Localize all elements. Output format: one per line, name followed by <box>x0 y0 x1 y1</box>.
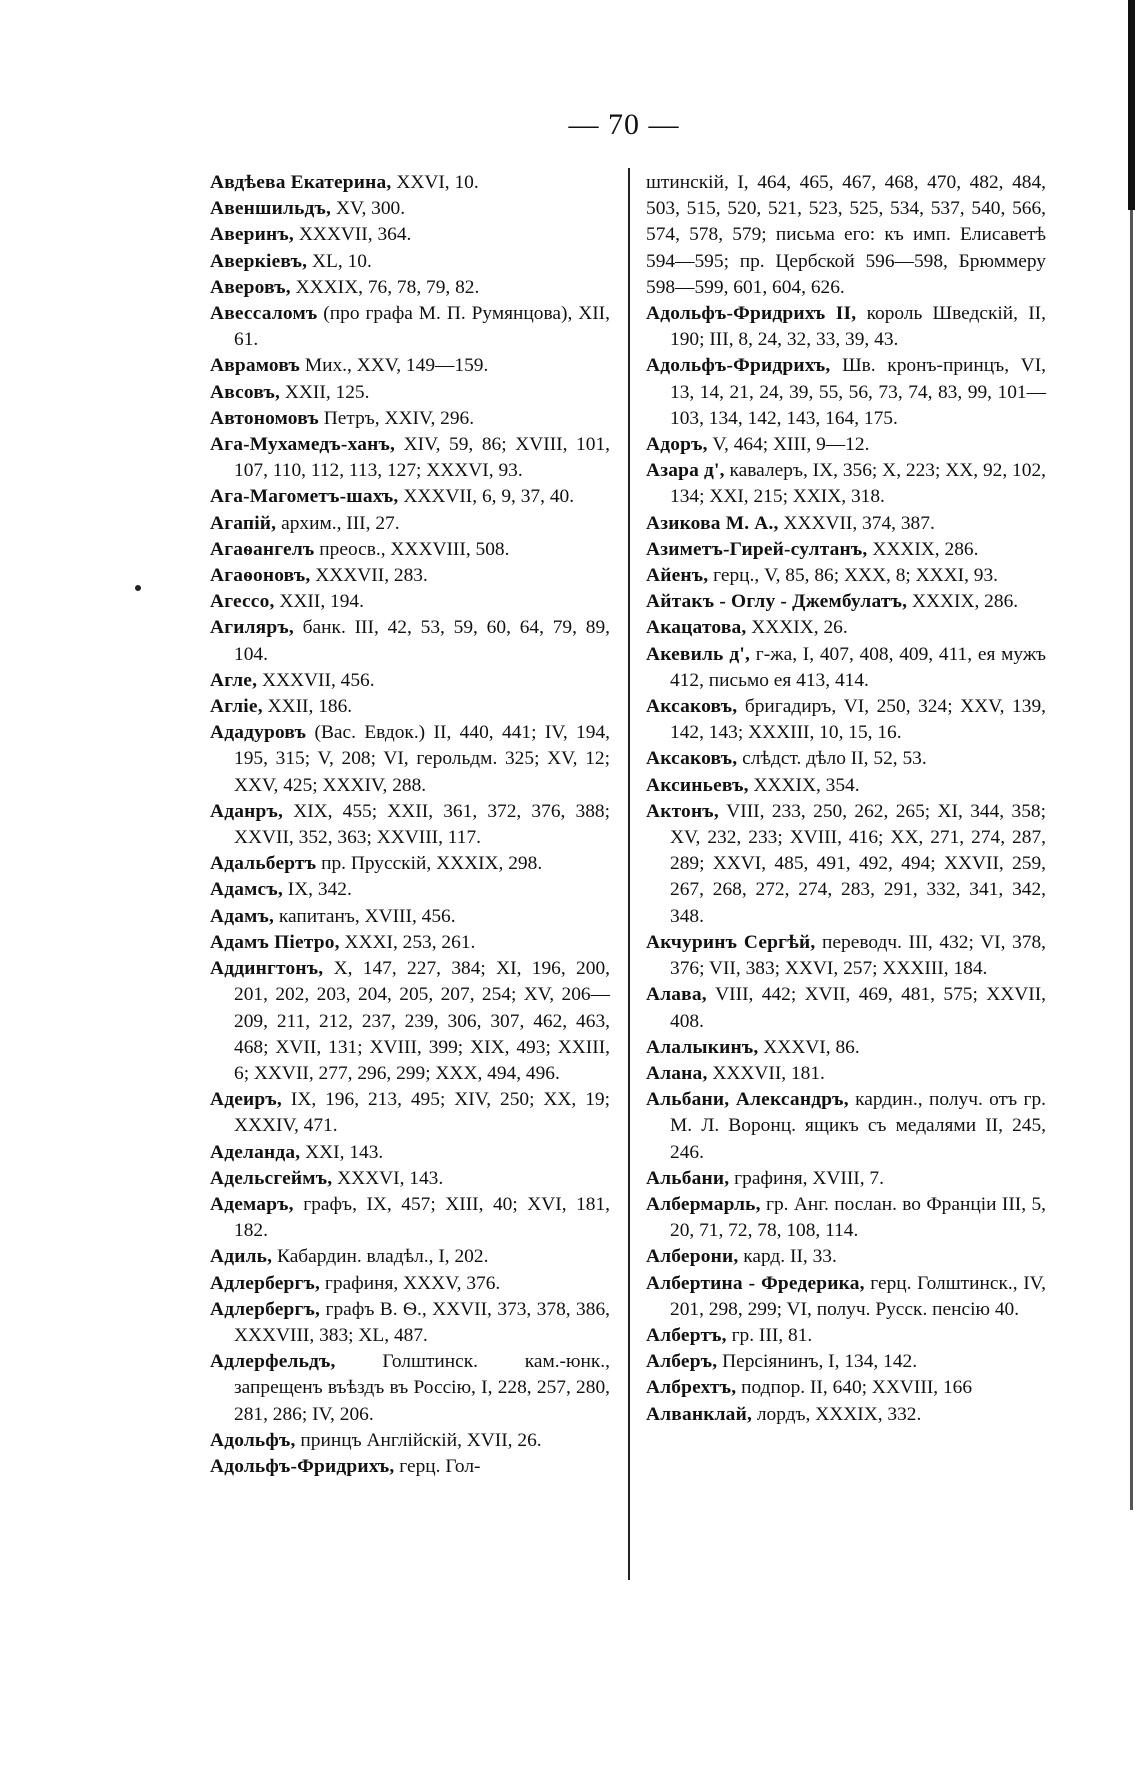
index-entry <box>210 904 610 930</box>
entry-references: XXXVII, 181. <box>707 1062 825 1084</box>
entry-references: XXXIX, 26. <box>746 617 848 639</box>
entry-heading: Аксаковъ, <box>646 748 738 770</box>
entry-heading: Аверовъ, <box>210 276 291 298</box>
entry-heading: Аксиньевъ, <box>646 774 749 796</box>
index-entry <box>646 1244 1046 1270</box>
entry-references: графиня, XVIII, 7. <box>729 1167 884 1189</box>
entry-heading: Алберони, <box>646 1246 739 1268</box>
entry-references: подпор. II, 640; XXVIII, 166 <box>736 1377 973 1399</box>
entry-references: преосв., XXXVIII, 508. <box>314 538 510 560</box>
ink-dot-mark <box>135 585 141 591</box>
index-entry <box>646 458 1046 510</box>
entry-heading: Азикова М. А., <box>646 512 779 534</box>
index-entry <box>210 563 610 589</box>
index-entry <box>210 1244 610 1270</box>
entry-heading: Агле, <box>210 669 258 691</box>
entry-heading: Адоръ, <box>646 434 708 456</box>
entry-references: XXXVI, 86. <box>758 1036 860 1058</box>
entry-references: герц., V, 85, 86; XXX, 8; XXXI, 93. <box>708 565 999 587</box>
entry-references: XXXVII, 456. <box>257 669 375 691</box>
index-entry <box>210 799 610 851</box>
entry-references: XXXIX, 286. <box>907 591 1019 613</box>
entry-heading: Адамсъ, <box>210 879 283 901</box>
entry-references: король Шведскій, II, 190; III, 8, 24, 32, 33, 39, 43. <box>670 303 1046 351</box>
entry-heading: Акевиль д', <box>646 643 751 665</box>
entry-heading: Ададуровъ <box>210 722 307 744</box>
entry-heading: Адольфъ-Фридрихъ, <box>210 1455 395 1477</box>
entry-references: XXXIX, 286. <box>867 538 979 560</box>
entry-heading: Авессаломъ <box>210 303 318 325</box>
index-entry <box>210 930 610 956</box>
index-entry <box>210 1349 610 1428</box>
index-entry <box>646 1375 1046 1401</box>
entry-heading: Азиметъ-Гирей-султанъ, <box>646 538 868 560</box>
entry-heading: Аданръ, <box>210 800 284 822</box>
index-entry <box>210 170 610 196</box>
entry-references: XXXIX, 354. <box>748 774 860 796</box>
entry-heading: Актонъ, <box>646 800 719 822</box>
entry-references: IX, 196, 213, 495; XIV, 250; XX, 19; XXXIV, 471. <box>234 1089 610 1137</box>
entry-references: XV, 300. <box>331 198 406 220</box>
entry-heading: Авдѣева Екатерина, <box>210 172 392 193</box>
entry-references: Шв. кронъ-принцъ, VI, 13, 14, 21, 24, 39, 55, 56, 73, 74, 83, 99, 101—103, 134, 142, 143, 164, 175. <box>670 355 1046 429</box>
index-entry <box>646 1035 1046 1061</box>
entry-heading: Аддингтонъ, <box>210 958 324 980</box>
index-entry <box>646 1192 1046 1244</box>
index-entry <box>210 720 610 799</box>
column-divider <box>628 168 630 1580</box>
index-entry <box>210 851 610 877</box>
index-column-right <box>646 170 1046 1428</box>
entry-heading: Адлербергъ, <box>210 1272 321 1294</box>
entry-references: XXII, 125. <box>280 381 370 403</box>
index-entry <box>646 1087 1046 1166</box>
index-entry <box>210 956 610 1087</box>
index-entry <box>646 432 1046 458</box>
entry-heading: Аделанда, <box>210 1141 301 1163</box>
entry-heading: Алванклай, <box>646 1403 752 1425</box>
index-entry <box>646 1166 1046 1192</box>
index-entry <box>210 196 610 222</box>
entry-references: графъ, IX, 457; XIII, 40; XVI, 181, 182. <box>234 1193 610 1242</box>
entry-heading: Авсовъ, <box>210 381 281 403</box>
index-entry <box>646 982 1046 1034</box>
index-entry <box>646 353 1046 432</box>
entry-heading: Алалыкинъ, <box>646 1036 759 1058</box>
entry-references: г-жа, I, 407, 408, 409, 411, ея мужъ 412, письмо ея 413, 414. <box>670 643 1046 691</box>
entry-heading: Адамъ Піетро, <box>210 931 340 953</box>
page-edge-shadow <box>1128 0 1135 210</box>
entry-references: VIII, 442; XVII, 469, 481, 575; XXVII, 408. <box>670 984 1046 1032</box>
entry-references: XXII, 194. <box>274 591 364 613</box>
index-entry <box>646 1323 1046 1349</box>
entry-references: принцъ Англійскій, XVII, 26. <box>295 1429 542 1451</box>
entry-references: кард. II, 33. <box>738 1246 837 1268</box>
index-entry <box>646 1349 1046 1375</box>
entry-heading: Алана, <box>646 1062 708 1084</box>
index-entry <box>210 1271 610 1297</box>
entry-references: XXI, 143. <box>300 1141 384 1163</box>
entry-references: V, 464; XIII, 9—12. <box>707 434 870 456</box>
entry-heading: Адлербергъ, <box>210 1298 321 1320</box>
index-entry <box>210 484 610 510</box>
index-entry <box>210 275 610 301</box>
index-entry <box>646 301 1046 353</box>
entry-heading: Аверинъ, <box>210 224 294 246</box>
entry-references: XXXI, 253, 261. <box>339 931 476 953</box>
entry-heading: Адемаръ, <box>210 1193 294 1215</box>
entry-references: XIX, 455; XXII, 361, 372, 376, 388; XXVII, 352, 363; XXVIII, 117. <box>234 800 610 849</box>
index-entry <box>646 1402 1046 1428</box>
entry-heading: Агиляръ, <box>210 617 294 639</box>
entry-references: XXVI, 10. <box>391 172 479 193</box>
index-column-left <box>210 170 610 1480</box>
index-entry <box>210 615 610 667</box>
entry-references: герц. Голштинск., IV, 201, 298, 299; VI, получ. Русск. пенсію 40. <box>670 1272 1046 1320</box>
index-entry <box>210 249 610 275</box>
entry-references: XXXVII, 283. <box>310 565 428 587</box>
entry-references: Кабардин. владѣл., I, 202. <box>272 1246 489 1268</box>
index-entry <box>210 1428 610 1454</box>
entry-references: XL, 10. <box>307 250 372 272</box>
index-entry <box>646 773 1046 799</box>
index-entry <box>646 694 1046 746</box>
entry-heading: Адольфъ, <box>210 1429 296 1451</box>
entry-references: герц. Гол- <box>394 1455 481 1477</box>
entry-references: кавалеръ, IX, 356; X, 223; XX, 92, 102, 134; XXI, 215; XXIX, 318. <box>670 460 1046 508</box>
entry-heading: Адельсгеймъ, <box>210 1167 333 1189</box>
entry-references: пр. Прусскій, XXXIX, 298. <box>316 853 543 875</box>
entry-references: XXXIX, 76, 78, 79, 82. <box>290 276 480 298</box>
entry-heading: Альбани, Александръ, <box>646 1089 849 1111</box>
entry-heading: Айенъ, <box>646 565 709 587</box>
entry-references: XXII, 186. <box>262 696 353 718</box>
index-entry <box>210 222 610 248</box>
entry-heading: Адамъ, <box>210 905 275 927</box>
index-entry <box>646 615 1046 641</box>
entry-references: лордъ, XXXIX, 332. <box>752 1403 922 1425</box>
index-entry <box>646 930 1046 982</box>
index-entry <box>210 537 610 563</box>
entry-references: слѣдст. дѣло II, 52, 53. <box>737 748 927 770</box>
entry-references: Персіянинъ, I, 134, 142. <box>717 1351 918 1373</box>
entry-heading: Аксаковъ, <box>646 696 738 718</box>
entry-heading: Агессо, <box>210 591 275 613</box>
entry-references: переводч. III, 432; VI, 378, 376; VII, 383; XXVI, 257; XXXIII, 184. <box>670 931 1047 980</box>
index-entry <box>210 1454 610 1480</box>
entry-heading: Алберъ, <box>646 1351 718 1373</box>
index-entry <box>210 406 610 432</box>
index-entry <box>210 877 610 903</box>
entry-heading: Адольфъ-Фридрихъ II, <box>646 303 857 325</box>
index-entry <box>646 170 1046 301</box>
index-entry <box>210 432 610 484</box>
index-entry <box>646 537 1046 563</box>
entry-references: Голштинск. кам.-юнк., запрещенъ въѣздъ въ Россію, I, 228, 257, 280, 281, 286; IV, 206. <box>234 1351 610 1425</box>
entry-references: XXXVI, 143. <box>332 1167 444 1189</box>
entry-references: XIV, 59, 86; XVIII, 101, 107, 110, 112, 113, 127; XXXVI, 93. <box>234 434 610 482</box>
entry-references: кардин., получ. отъ гр. М. Л. Воронц. ящикъ съ медалями II, 245, 246. <box>670 1089 1047 1163</box>
index-entry <box>210 301 610 353</box>
page-edge-line <box>1130 210 1133 1510</box>
page-number: — 70 — <box>568 108 680 141</box>
index-entry <box>210 668 610 694</box>
entry-references: гр. III, 81. <box>726 1324 813 1346</box>
index-entry <box>646 799 1046 930</box>
entry-heading: Альбани, <box>646 1167 730 1189</box>
index-entry <box>210 511 610 537</box>
entry-references: графъ В. Ѳ., XXVII, 373, 378, 386, XXXVIII, 383; XL, 487. <box>234 1298 610 1346</box>
index-entry <box>210 1297 610 1349</box>
entry-heading: Акацатова, <box>646 617 747 639</box>
entry-references: (Вас. Евдок.) II, 440, 441; IV, 194, 195, 315; V, 208; VI, герольдм. 325; XV, 12; XXV, 425; XXXIV, 288. <box>234 722 610 796</box>
entry-references: XXXVII, 364. <box>293 224 412 246</box>
entry-references: IX, 342. <box>282 879 352 901</box>
entry-references: Петръ, XXIV, 296. <box>318 407 475 429</box>
entry-heading: Айтакъ - Оглу - Джембулатъ, <box>646 591 908 613</box>
entry-heading: Адеиръ, <box>210 1089 282 1111</box>
index-entry <box>646 511 1046 537</box>
entry-heading: Албрехтъ, <box>646 1377 737 1399</box>
entry-references: капитанъ, XVIII, 456. <box>274 905 456 927</box>
entry-references: гр. Анг. послан. во Франціи III, 5, 20, 71, 72, 78, 108, 114. <box>670 1193 1046 1242</box>
entry-heading: Аврамовъ <box>210 355 301 377</box>
index-entry <box>210 353 610 379</box>
entry-heading: Акчуринъ Сергѣй, <box>646 931 816 953</box>
index-entry <box>646 1061 1046 1087</box>
index-entry <box>210 1140 610 1166</box>
entry-heading: Автономовъ <box>210 407 319 429</box>
entry-heading: Ага-Мухамедъ-ханъ, <box>210 434 396 456</box>
index-entry <box>646 563 1046 589</box>
entry-references: бригадиръ, VI, 250, 324; XXV, 139, 142, 143; XXXIII, 10, 15, 16. <box>670 696 1046 744</box>
entry-heading: Авеншильдъ, <box>210 198 332 220</box>
entry-references: графиня, XXXV, 376. <box>320 1272 501 1294</box>
index-entry <box>210 1087 610 1139</box>
entry-heading: Агаѳангелъ <box>210 538 315 560</box>
entry-heading: Адольфъ-Фридрихъ, <box>646 355 831 377</box>
entry-heading: Албермарль, <box>646 1193 761 1215</box>
index-entry <box>646 589 1046 615</box>
entry-references: банк. III, 42, 53, 59, 60, 64, 79, 89, 104. <box>234 617 610 665</box>
index-entry <box>646 642 1046 694</box>
index-entry <box>210 1166 610 1192</box>
entry-heading: Агаѳоновъ, <box>210 565 311 587</box>
index-entry <box>210 380 610 406</box>
entry-heading: Адлерфельдъ, <box>210 1351 336 1373</box>
entry-heading: Адальбертъ <box>210 853 317 875</box>
entry-references: VIII, 233, 250, 262, 265; XI, 344, 358; XV, 232, 233; XVIII, 416; XX, 271, 274, 287, 289; XXVI, 485, 491, 492, 494; XXVII, 259, 267, 268, 272, 274, 283, 291, 332, 341, 342, 348. <box>670 800 1046 927</box>
entry-heading: Аверкіевъ, <box>210 250 308 272</box>
entry-references: штинскій, I, 464, 465, 467, 468, 470, 482, 484, 503, 515, 520, 521, 523, 525, 534, 537, 540, 566, 574, 578, 579; письма его: къ имп. Елисаветѣ 594—595; пр. Цербской 596—598, Брюммеру 598—599, 601, 604, 626. <box>646 172 1046 298</box>
entry-heading: Ага-Магометъ-шахъ, <box>210 486 399 508</box>
index-entry <box>210 694 610 720</box>
index-entry <box>210 1192 610 1244</box>
entry-heading: Адиль, <box>210 1246 273 1268</box>
entry-heading: Албертъ, <box>646 1324 727 1346</box>
entry-heading: Алава, <box>646 984 707 1006</box>
index-entry <box>646 746 1046 772</box>
entry-heading: Азара д', <box>646 460 725 482</box>
entry-heading: Албертина - Фредерика, <box>646 1272 865 1294</box>
entry-references: X, 147, 227, 384; XI, 196, 200, 201, 202, 203, 204, 205, 207, 254; XV, 206—209, 211, 212, 237, 239, 306, 307, 462, 463, 468; XVII, 131; XVIII, 399; XIX, 493; XXIII, 6; XXVII, 277, 296, 299; XXX, 494, 496. <box>234 958 610 1084</box>
index-entry <box>646 1271 1046 1323</box>
entry-heading: Агапій, <box>210 512 277 534</box>
entry-references: XXXVII, 6, 9, 37, 40. <box>398 486 575 508</box>
index-entry <box>210 589 610 615</box>
entry-references: архим., III, 27. <box>276 512 400 534</box>
entry-references: Мих., XXV, 149—159. <box>300 355 489 377</box>
entry-heading: Аглie, <box>210 696 263 718</box>
entry-references: XXXVII, 374, 387. <box>778 512 935 534</box>
entry-references: (про графа М. П. Румянцова), XII, 61. <box>234 303 610 351</box>
